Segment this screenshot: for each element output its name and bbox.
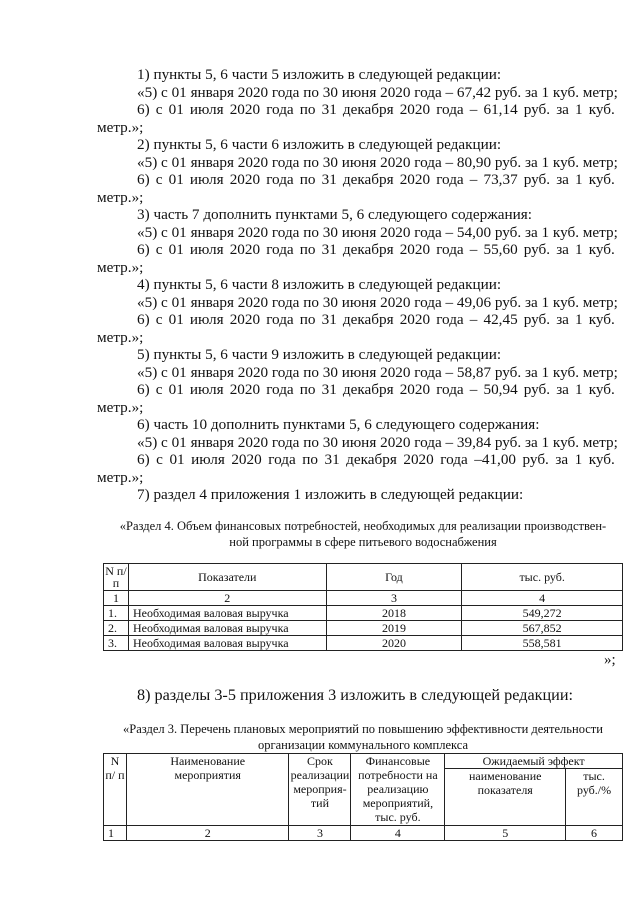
header-indicators: Показатели: [128, 564, 326, 591]
word: 2020: [229, 381, 261, 398]
para-line: метр.»;: [97, 189, 144, 206]
word: 31: [324, 451, 340, 468]
word: 1: [575, 101, 583, 118]
col-number: 2: [126, 826, 289, 841]
word: по: [299, 171, 316, 188]
row-indicator: Необходимая валовая выручка: [128, 636, 326, 651]
word: декабря: [342, 101, 394, 118]
col-number: 5: [445, 826, 566, 841]
section4-caption: «Раздел 4. Объем финансовых потребностей, необходимых для реализации производствен- ной программы в сфере питьевого водоснабжения: [119, 519, 607, 549]
row-year: 2019: [326, 621, 462, 636]
word: с: [155, 311, 163, 328]
word: декабря: [342, 381, 394, 398]
word: за: [556, 311, 569, 328]
para-line: «5) с 01 января 2020 года по 30 июня 2020 года – 58,87 руб. за 1 куб. метр;: [137, 364, 618, 381]
col-number: 3: [326, 591, 462, 606]
word: куб.: [588, 171, 615, 188]
header-unit: тыс. руб./%: [566, 769, 623, 826]
para-line: метр.»;: [97, 329, 144, 346]
word: 01: [168, 101, 184, 118]
col-number: 3: [289, 826, 351, 841]
word: 2020: [399, 101, 431, 118]
word: декабря: [342, 241, 394, 258]
word: 31: [321, 171, 337, 188]
word: декабря: [346, 451, 397, 468]
word: 55,60: [483, 241, 518, 258]
word: июля: [189, 311, 224, 328]
row-index: 2.: [104, 621, 129, 636]
word: –41,00: [474, 451, 517, 468]
para-line-justified: [137, 101, 615, 119]
word: 2020: [231, 451, 262, 468]
para-item-1: 1) пункты 5, 6 части 5 изложить в следующей редакции:: [137, 66, 502, 83]
closing-quote: »;: [604, 652, 616, 668]
word: куб.: [588, 311, 615, 328]
para-line-justified: [137, 311, 615, 329]
word: –: [469, 101, 478, 118]
word: с: [155, 101, 163, 118]
col-number: 4: [351, 826, 445, 841]
word: года: [436, 171, 464, 188]
word: 01: [168, 241, 184, 258]
word: 01: [168, 311, 184, 328]
word: года: [266, 101, 294, 118]
word: 31: [321, 311, 337, 328]
word: июля: [189, 101, 224, 118]
word: 2020: [229, 241, 261, 258]
row-index: 1.: [104, 606, 129, 621]
word: 1: [575, 381, 583, 398]
word: 1: [575, 241, 583, 258]
word: 6): [137, 381, 150, 398]
word: –: [469, 381, 478, 398]
word: руб.: [523, 311, 551, 328]
para-line: «5) с 01 января 2020 года по 30 июня 2020 года – 67,42 руб. за 1 куб. метр;: [137, 84, 618, 101]
word: за: [556, 381, 569, 398]
word: по: [299, 101, 316, 118]
header-indicator-name: наименование показателя: [445, 769, 566, 826]
word: куб.: [588, 241, 615, 258]
para-item-2: 2) пункты 5, 6 части 6 изложить в следующей редакции:: [137, 136, 502, 153]
header-year: Год: [326, 564, 462, 591]
word: года: [266, 311, 294, 328]
col-number: 1: [104, 826, 127, 841]
row-amount: 567,852: [462, 621, 623, 636]
para-line-justified: [137, 241, 615, 259]
word: за: [555, 451, 569, 468]
word: за: [556, 101, 569, 118]
word: 2020: [229, 171, 261, 188]
word: декабря: [342, 311, 394, 328]
para-item-3: 3) часть 7 дополнить пунктами 5, 6 следующего содержания:: [137, 206, 532, 223]
para-item-6: 6) часть 10 дополнить пунктами 5, 6 следующего содержания:: [137, 416, 540, 433]
word: июля: [189, 241, 224, 258]
word: с: [155, 381, 163, 398]
word: руб.: [523, 241, 551, 258]
table-row: [104, 636, 623, 651]
word: по: [302, 451, 318, 468]
header-financial-needs: Финансовые потребности на реализацию мероприятий, тыс. руб.: [351, 754, 445, 826]
word: года: [436, 241, 464, 258]
col-number: 2: [128, 591, 326, 606]
word: руб.: [523, 101, 551, 118]
col-number: 6: [566, 826, 623, 841]
row-amount: 558,581: [462, 636, 623, 651]
word: –: [469, 311, 478, 328]
word: 31: [321, 101, 337, 118]
word: 1: [575, 311, 583, 328]
word: 6): [137, 451, 150, 468]
word: года: [266, 241, 294, 258]
word: по: [299, 381, 316, 398]
word: руб.: [522, 451, 549, 468]
para-line: «5) с 01 января 2020 года по 30 июня 2020 года – 80,90 руб. за 1 куб. метр;: [137, 154, 618, 171]
word: 6): [137, 241, 150, 258]
para-line: «5) с 01 января 2020 года по 30 июня 2020 года – 49,06 руб. за 1 куб. метр;: [137, 294, 618, 311]
para-line: «5) с 01 января 2020 года по 30 июня 2020 года – 54,00 руб. за 1 куб. метр;: [137, 224, 618, 241]
word: по: [299, 241, 316, 258]
table-row: [104, 621, 623, 636]
word: года: [440, 451, 468, 468]
word: куб.: [588, 451, 615, 468]
word: с: [155, 241, 163, 258]
word: 2020: [229, 311, 261, 328]
para-line: метр.»;: [97, 469, 144, 486]
word: года: [268, 451, 296, 468]
para-line: «5) с 01 января 2020 года по 30 июня 2020 года – 39,84 руб. за 1 куб. метр;: [137, 434, 618, 451]
table-row: [104, 606, 623, 621]
para-item-7: 7) раздел 4 приложения 1 изложить в следующей редакции:: [137, 486, 524, 503]
word: 01: [169, 451, 185, 468]
word: руб.: [523, 171, 551, 188]
word: 6): [137, 101, 150, 118]
word: года: [266, 171, 294, 188]
para-line-justified: [137, 381, 615, 399]
word: 73,37: [483, 171, 518, 188]
word: июля: [189, 171, 224, 188]
word: 1: [574, 451, 583, 468]
word: 42,45: [483, 311, 518, 328]
word: 2020: [399, 171, 431, 188]
row-amount: 549,272: [462, 606, 623, 621]
row-year: 2018: [326, 606, 462, 621]
word: –: [469, 241, 478, 258]
row-indicator: Необходимая валовая выручка: [128, 621, 326, 636]
word: года: [266, 381, 294, 398]
word: 2020: [399, 381, 431, 398]
word: года: [436, 101, 464, 118]
row-year: 2020: [326, 636, 462, 651]
header-event-name: Наименование мероприятия: [126, 754, 289, 826]
col-number: 4: [462, 591, 623, 606]
row-index: 3.: [104, 636, 129, 651]
word: за: [556, 171, 569, 188]
row-indicator: Необходимая валовая выручка: [128, 606, 326, 621]
word: –: [469, 171, 478, 188]
col-number: 1: [104, 591, 129, 606]
word: 01: [168, 171, 184, 188]
word: 01: [168, 381, 184, 398]
word: куб.: [588, 101, 615, 118]
header-amount: тыс. руб.: [462, 564, 623, 591]
header-n: N п/ п: [104, 754, 127, 826]
para-line: метр.»;: [97, 259, 144, 276]
word: 31: [321, 241, 337, 258]
para-line-justified: [137, 451, 615, 469]
para-line: метр.»;: [97, 399, 144, 416]
word: 2020: [403, 451, 434, 468]
word: июля: [191, 451, 225, 468]
word: июля: [189, 381, 224, 398]
para-item-4: 4) пункты 5, 6 части 8 изложить в следующей редакции:: [137, 276, 502, 293]
word: с: [155, 171, 163, 188]
word: года: [436, 381, 464, 398]
section3-table: [103, 753, 623, 841]
header-n: N п/п: [105, 564, 127, 590]
word: 2020: [399, 311, 431, 328]
section4-table: [103, 563, 623, 651]
word: 6): [137, 311, 150, 328]
header-expected-effect: Ожидаемый эффект: [445, 754, 623, 769]
section3-caption: «Раздел 3. Перечень плановых мероприятий по повышению эффективности деятельности организации коммунального комплекса: [123, 722, 603, 752]
word: 50,94: [483, 381, 518, 398]
para-item-5: 5) пункты 5, 6 части 9 изложить в следующей редакции:: [137, 346, 502, 363]
word: за: [556, 241, 569, 258]
word: 6): [137, 171, 150, 188]
word: декабря: [342, 171, 394, 188]
para-line-justified: [137, 171, 615, 189]
word: 1: [575, 171, 583, 188]
word: года: [436, 311, 464, 328]
word: с: [156, 451, 163, 468]
word: куб.: [588, 381, 615, 398]
word: 31: [321, 381, 337, 398]
word: 2020: [399, 241, 431, 258]
para-line: метр.»;: [97, 119, 144, 136]
header-term: Срок реализации мероприя- тий: [289, 754, 351, 826]
word: руб.: [523, 381, 551, 398]
word: 2020: [229, 101, 261, 118]
word: по: [299, 311, 316, 328]
para-item-8: 8) разделы 3-5 приложения 3 изложить в следующей редакции:: [137, 686, 573, 704]
word: 61,14: [483, 101, 518, 118]
